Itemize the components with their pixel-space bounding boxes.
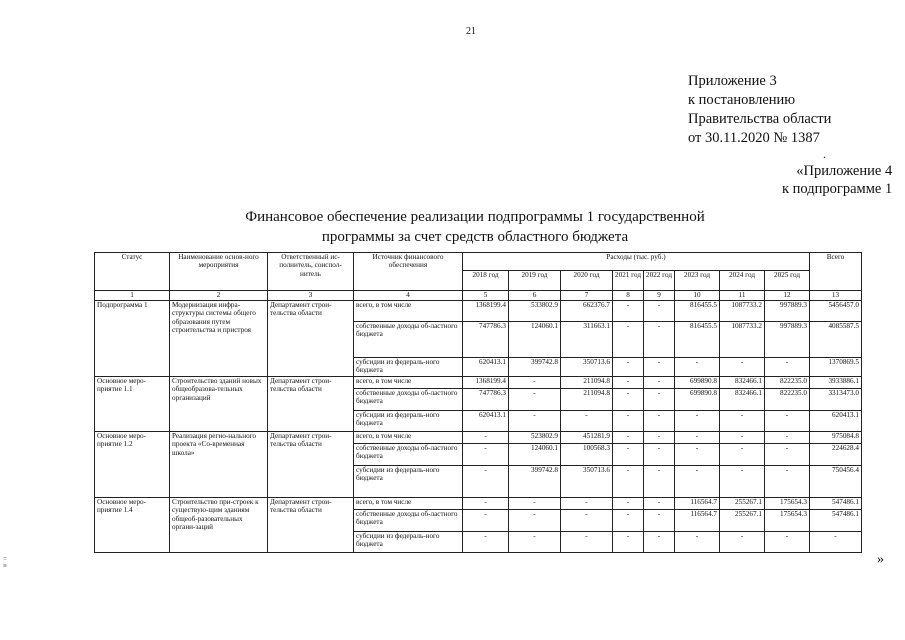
row-year-value: - xyxy=(644,411,675,432)
row-year-value: - xyxy=(720,532,765,553)
appendix-line-3: Правительства области xyxy=(688,111,832,127)
row-year-value: - xyxy=(644,377,675,389)
subprogram-appendix-header xyxy=(782,162,892,198)
row-total-value: 5456457.0 xyxy=(810,301,862,322)
row-funding-source: субсидии из федераль-ного бюджета xyxy=(354,358,463,377)
row-year-value: - xyxy=(675,411,720,432)
closing-quote: » xyxy=(877,552,884,567)
row-year-value: 211094.8 xyxy=(561,377,613,389)
row-year-value: 620413.1 xyxy=(463,411,509,432)
appendix-header xyxy=(688,72,831,148)
table-row xyxy=(95,498,862,510)
row-year-value: - xyxy=(463,432,509,444)
sub-appendix-line-1: «Приложение 4 xyxy=(796,163,893,179)
row-year-value: 816455.5 xyxy=(675,301,720,322)
row-year-value: - xyxy=(720,432,765,444)
header-total: Всего xyxy=(810,253,862,291)
row-total-value: 547486.1 xyxy=(810,498,862,510)
row-year-value: 523802.9 xyxy=(509,432,561,444)
document-title xyxy=(180,207,770,247)
row-activity: Реализация регио-нального проекта «Со-временная школа» xyxy=(170,432,268,498)
row-year-value: 100568.3 xyxy=(561,444,613,466)
column-number: 5 xyxy=(463,291,509,301)
column-number: 7 xyxy=(561,291,613,301)
row-funding-source: собственные доходы об-ластного бюджета xyxy=(354,322,463,358)
row-year-value: - xyxy=(509,411,561,432)
row-total-value: 975084.8 xyxy=(810,432,862,444)
row-funding-source: собственные доходы об-ластного бюджета xyxy=(354,389,463,411)
row-year-value: 747786.3 xyxy=(463,322,509,358)
row-total-value: 4085587.5 xyxy=(810,322,862,358)
row-year-value: - xyxy=(765,411,810,432)
row-total-value: 224628.4 xyxy=(810,444,862,466)
row-total-value: 1370869.5 xyxy=(810,358,862,377)
row-year-value: - xyxy=(644,389,675,411)
appendix-line-2: к постановлению xyxy=(688,92,796,108)
header-year: 2023 год xyxy=(675,271,720,291)
row-year-value: - xyxy=(463,444,509,466)
row-year-value: - xyxy=(509,377,561,389)
stray-dot: . xyxy=(823,147,826,161)
row-year-value: 350713.6 xyxy=(561,466,613,498)
row-year-value: - xyxy=(720,444,765,466)
header-year: 2021 год xyxy=(613,271,644,291)
row-year-value: - xyxy=(613,411,644,432)
row-year-value: - xyxy=(765,532,810,553)
table-row xyxy=(95,432,862,444)
row-total-value: 750456.4 xyxy=(810,466,862,498)
row-year-value: 211094.8 xyxy=(561,389,613,411)
row-status: Основное меро-приятие 1.2 xyxy=(95,432,170,498)
row-executor: Департамент строи-тельства области xyxy=(268,432,354,498)
row-year-value: - xyxy=(644,358,675,377)
row-total-value: 3933886.1 xyxy=(810,377,862,389)
row-year-value: - xyxy=(644,322,675,358)
row-year-value: 399742.8 xyxy=(509,466,561,498)
row-year-value: - xyxy=(675,358,720,377)
row-year-value: - xyxy=(613,532,644,553)
header-year: 2018 год xyxy=(463,271,509,291)
row-year-value: - xyxy=(720,358,765,377)
row-year-value: - xyxy=(509,389,561,411)
table-row xyxy=(95,377,862,389)
row-year-value: 662376.7 xyxy=(561,301,613,322)
row-activity: Строительство зданий новых общеобразова-тельных организаций xyxy=(170,377,268,432)
header-source: Источник финансового обеспечения xyxy=(354,253,463,291)
row-funding-source: всего, в том числе xyxy=(354,498,463,510)
row-year-value: 747786.3 xyxy=(463,389,509,411)
column-number: 2 xyxy=(170,291,268,301)
row-year-value: 1368199.4 xyxy=(463,301,509,322)
column-number: 8 xyxy=(613,291,644,301)
row-year-value: - xyxy=(613,322,644,358)
row-year-value: 255267.1 xyxy=(720,510,765,532)
row-year-value: 124060.1 xyxy=(509,322,561,358)
row-year-value: 699890.8 xyxy=(675,377,720,389)
row-year-value: - xyxy=(463,510,509,532)
row-year-value: - xyxy=(613,301,644,322)
row-year-value: - xyxy=(765,432,810,444)
row-funding-source: субсидии из федераль-ного бюджета xyxy=(354,532,463,553)
row-funding-source: собственные доходы об-ластного бюджета xyxy=(354,444,463,466)
row-year-value: 175654.3 xyxy=(765,498,810,510)
row-year-value: - xyxy=(613,466,644,498)
row-year-value: - xyxy=(463,466,509,498)
row-funding-source: всего, в том числе xyxy=(354,377,463,389)
row-executor: Департамент строи-тельства области xyxy=(268,498,354,553)
column-number: 3 xyxy=(268,291,354,301)
margin-scan-marks: = ≡ xyxy=(3,555,7,570)
column-number: 9 xyxy=(644,291,675,301)
row-year-value: - xyxy=(613,510,644,532)
row-executor: Департамент строи-тельства области xyxy=(268,377,354,432)
header-year: 2024 год xyxy=(720,271,765,291)
row-year-value: - xyxy=(675,466,720,498)
row-year-value: - xyxy=(644,510,675,532)
row-year-value: - xyxy=(644,532,675,553)
row-year-value: 175654.3 xyxy=(765,510,810,532)
row-year-value: 822235.0 xyxy=(765,377,810,389)
table-row xyxy=(95,301,862,322)
column-number: 11 xyxy=(720,291,765,301)
row-year-value: - xyxy=(509,498,561,510)
row-year-value: 997889.3 xyxy=(765,301,810,322)
row-year-value: 832466.1 xyxy=(720,389,765,411)
row-year-value: - xyxy=(561,510,613,532)
row-year-value: 116564.7 xyxy=(675,498,720,510)
row-status: Основное меро-приятие 1.4 xyxy=(95,498,170,553)
page-number: 21 xyxy=(466,26,476,37)
row-year-value: 451281.9 xyxy=(561,432,613,444)
row-year-value: - xyxy=(613,498,644,510)
row-year-value: - xyxy=(675,444,720,466)
row-year-value: 311663.1 xyxy=(561,322,613,358)
row-funding-source: субсидии из федераль-ного бюджета xyxy=(354,411,463,432)
sub-appendix-line-2: к подпрограмме 1 xyxy=(782,181,893,197)
row-year-value: 124060.1 xyxy=(509,444,561,466)
row-year-value: - xyxy=(644,466,675,498)
row-year-value: 533802.9 xyxy=(509,301,561,322)
row-year-value: 699890.8 xyxy=(675,389,720,411)
row-year-value: 255267.1 xyxy=(720,498,765,510)
row-year-value: 350713.6 xyxy=(561,358,613,377)
row-year-value: - xyxy=(561,411,613,432)
column-number: 12 xyxy=(765,291,810,301)
column-number: 4 xyxy=(354,291,463,301)
row-year-value: 1087733.2 xyxy=(720,301,765,322)
row-year-value: - xyxy=(613,444,644,466)
row-year-value: 116564.7 xyxy=(675,510,720,532)
row-year-value: - xyxy=(613,432,644,444)
row-status: Подпрограмма 1 xyxy=(95,301,170,377)
header-row-1 xyxy=(95,253,862,271)
row-year-value: - xyxy=(675,432,720,444)
header-year: 2019 год xyxy=(509,271,561,291)
row-year-value: 1368199.4 xyxy=(463,377,509,389)
title-line-2: программы за счет средств областного бюджета xyxy=(321,229,629,245)
header-expenses: Расходы (тыс. руб.) xyxy=(463,253,810,271)
row-year-value: - xyxy=(675,532,720,553)
row-year-value: - xyxy=(561,532,613,553)
row-year-value: - xyxy=(463,498,509,510)
column-numbers-row xyxy=(95,291,862,301)
row-year-value: 816455.5 xyxy=(675,322,720,358)
row-activity: Строительство при-строек к существую-щим зданиям общеоб-разовательных органи-заций xyxy=(170,498,268,553)
header-activity: Наименование основ-ного мероприятия xyxy=(170,253,268,291)
column-number: 6 xyxy=(509,291,561,301)
header-status: Статус xyxy=(95,253,170,291)
row-total-value: 620413.1 xyxy=(810,411,862,432)
row-year-value: - xyxy=(644,444,675,466)
row-year-value: 832466.1 xyxy=(720,377,765,389)
row-total-value: 3313473.0 xyxy=(810,389,862,411)
header-year: 2022 год xyxy=(644,271,675,291)
row-executor: Департамент строи-тельства области xyxy=(268,301,354,377)
row-year-value: - xyxy=(613,358,644,377)
row-year-value: - xyxy=(463,532,509,553)
column-number: 10 xyxy=(675,291,720,301)
row-total-value: - xyxy=(810,532,862,553)
row-activity: Модернизация инфра-структуры системы общего образования путем строительства и пристроя xyxy=(170,301,268,377)
appendix-line-4: от 30.11.2020 № 1387 xyxy=(688,130,820,146)
title-line-1: Финансовое обеспечение реализации подпрограммы 1 государственной xyxy=(245,209,705,225)
row-funding-source: всего, в том числе xyxy=(354,301,463,322)
row-year-value: 399742.8 xyxy=(509,358,561,377)
row-year-value: - xyxy=(509,510,561,532)
appendix-line-1: Приложение 3 xyxy=(688,73,777,89)
column-number: 1 xyxy=(95,291,170,301)
row-year-value: - xyxy=(561,498,613,510)
row-total-value: 547486.1 xyxy=(810,510,862,532)
header-year: 2025 год xyxy=(765,271,810,291)
row-funding-source: собственные доходы об-ластного бюджета xyxy=(354,510,463,532)
row-funding-source: всего, в том числе xyxy=(354,432,463,444)
row-year-value: - xyxy=(765,444,810,466)
row-year-value: - xyxy=(720,411,765,432)
row-year-value: - xyxy=(613,377,644,389)
row-year-value: 620413.1 xyxy=(463,358,509,377)
row-year-value: 997889.3 xyxy=(765,322,810,358)
row-year-value: 1087733.2 xyxy=(720,322,765,358)
row-year-value: - xyxy=(765,466,810,498)
row-status: Основное меро-приятие 1.1 xyxy=(95,377,170,432)
header-executor: Ответственный ис-полнитель, соиспол-нитель xyxy=(268,253,354,291)
column-number: 13 xyxy=(810,291,862,301)
row-year-value: - xyxy=(509,532,561,553)
row-funding-source: субсидии из федераль-ного бюджета xyxy=(354,466,463,498)
row-year-value: - xyxy=(765,358,810,377)
row-year-value: - xyxy=(613,389,644,411)
row-year-value: - xyxy=(644,432,675,444)
row-year-value: 822235.0 xyxy=(765,389,810,411)
row-year-value: - xyxy=(644,301,675,322)
row-year-value: - xyxy=(644,498,675,510)
header-year: 2020 год xyxy=(561,271,613,291)
financing-table xyxy=(94,252,862,553)
row-year-value: - xyxy=(720,466,765,498)
